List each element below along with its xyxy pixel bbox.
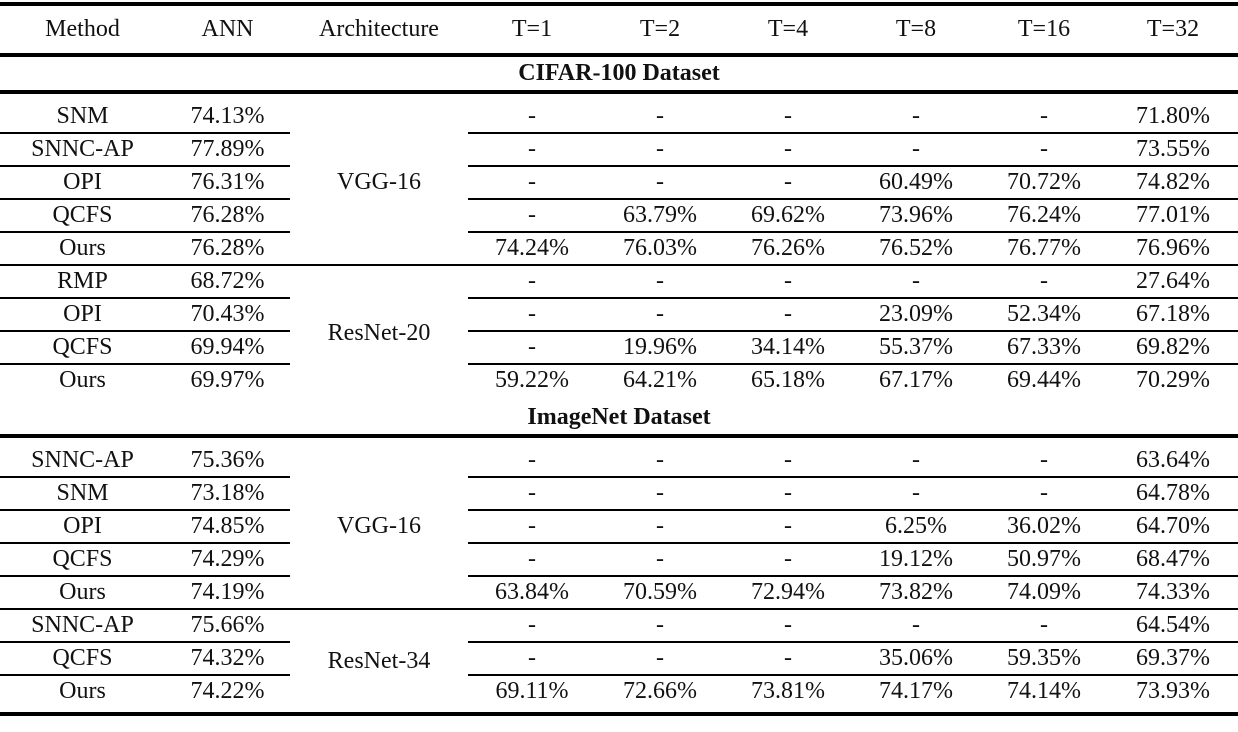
accuracy-t1-cell: - [468,477,596,510]
accuracy-t16-cell: 69.44% [980,364,1108,401]
column-header-t16: T=16 [1017,16,1071,42]
ann-accuracy-cell: 68.72% [165,265,290,298]
accuracy-t8-cell: - [912,447,920,473]
method-cell: RMP [0,265,165,298]
table-row [0,576,1238,609]
accuracy-t32-cell: 74.82% [1108,166,1238,199]
accuracy-t4-cell: - [724,609,852,642]
method-cell: Ours [0,232,165,265]
accuracy-t16-cell: 76.24% [980,199,1108,232]
table-row [0,331,1238,364]
accuracy-t2-cell: 76.03% [596,232,724,265]
architecture-cell: ResNet-34 [290,609,468,714]
ann-accuracy-cell: 69.94% [165,331,290,364]
accuracy-t1-cell: - [468,265,596,298]
accuracy-t32-cell: 69.37% [1108,642,1238,675]
accuracy-t1-cell: 59.22% [468,364,596,401]
table-row [0,133,1238,166]
accuracy-t1-cell: 63.84% [468,576,596,609]
ann-accuracy-cell: 76.28% [165,199,290,232]
table-row [0,232,1238,265]
accuracy-t32-cell: 27.64% [1108,265,1238,298]
accuracy-t16-cell: 59.35% [980,642,1108,675]
accuracy-t2-cell: 63.79% [596,199,724,232]
table-row [0,436,1238,477]
method-cell: OPI [0,166,165,199]
table-row [0,92,1238,133]
accuracy-t4-cell: 34.14% [724,331,852,364]
accuracy-t4-cell: - [784,447,792,473]
ann-accuracy-cell: 74.29% [165,543,290,576]
accuracy-t2-cell: 19.96% [596,331,724,364]
accuracy-t1-cell: - [468,510,596,543]
accuracy-t8-cell: 73.96% [852,199,980,232]
method-cell: SNNC-AP [0,133,165,166]
accuracy-t32-cell: 68.47% [1108,543,1238,576]
column-header-t1: T=1 [511,16,553,42]
section-title: CIFAR-100 Dataset [518,60,720,86]
accuracy-t4-cell: 76.26% [724,232,852,265]
accuracy-t8-cell: 73.82% [852,576,980,609]
accuracy-t8-cell: 76.52% [852,232,980,265]
table-row [0,642,1238,675]
method-cell: OPI [0,298,165,331]
accuracy-t32-cell: 64.70% [1108,510,1238,543]
accuracy-t8-cell: - [852,265,980,298]
accuracy-t4-cell: - [724,642,852,675]
accuracy-t2-cell: 72.66% [596,675,724,714]
accuracy-t32-cell: 73.93% [1108,675,1238,714]
accuracy-t16-cell: 76.77% [980,232,1108,265]
method-cell: SNM [0,477,165,510]
accuracy-t16-cell: - [1040,103,1048,129]
column-header-architecture: Architecture [319,16,439,42]
ann-accuracy-cell: 74.22% [165,675,290,714]
accuracy-t16-cell: 74.14% [980,675,1108,714]
table-row [0,166,1238,199]
accuracy-t1-cell: 74.24% [468,232,596,265]
accuracy-t32-cell: 63.64% [1136,447,1210,473]
accuracy-t8-cell: - [852,133,980,166]
ann-accuracy-cell: 75.36% [190,447,265,473]
accuracy-t2-cell: - [596,510,724,543]
accuracy-t4-cell: - [724,133,852,166]
table-row [0,298,1238,331]
ann-accuracy-cell: 74.19% [165,576,290,609]
accuracy-t2-cell: - [596,166,724,199]
accuracy-t16-cell: 70.72% [980,166,1108,199]
accuracy-t2-cell: 70.59% [596,576,724,609]
table-row [0,199,1238,232]
table-row [0,265,1238,298]
accuracy-t2-cell: - [656,447,664,473]
accuracy-t1-cell: 69.11% [468,675,596,714]
accuracy-t8-cell: 55.37% [852,331,980,364]
accuracy-t2-cell: 64.21% [596,364,724,401]
column-header-t2: T=2 [639,16,681,42]
accuracy-t32-cell: 73.55% [1108,133,1238,166]
method-cell: QCFS [0,331,165,364]
accuracy-t16-cell: 50.97% [980,543,1108,576]
accuracy-t1-cell: - [468,642,596,675]
accuracy-t32-cell: 71.80% [1136,103,1210,129]
table-row [0,609,1238,642]
accuracy-t4-cell: 73.81% [724,675,852,714]
ann-accuracy-cell: 73.18% [165,477,290,510]
accuracy-t8-cell: 35.06% [852,642,980,675]
table-row [0,364,1238,401]
accuracy-t2-cell: - [596,133,724,166]
ann-accuracy-cell: 69.97% [165,364,290,401]
accuracy-t8-cell: 67.17% [852,364,980,401]
column-header-t32: T=32 [1146,16,1200,42]
method-cell: QCFS [0,642,165,675]
accuracy-t8-cell: - [852,609,980,642]
accuracy-t1-cell: - [468,331,596,364]
accuracy-t8-cell: 60.49% [852,166,980,199]
accuracy-t16-cell: - [980,477,1108,510]
accuracy-t32-cell: 76.96% [1108,232,1238,265]
accuracy-t4-cell: - [724,298,852,331]
ann-accuracy-cell: 76.28% [165,232,290,265]
accuracy-t4-cell: - [724,166,852,199]
architecture-cell: VGG-16 [337,169,421,195]
method-cell: Ours [0,364,165,401]
accuracy-t16-cell: - [980,609,1108,642]
accuracy-t1-cell: - [528,103,536,129]
accuracy-t2-cell: - [596,298,724,331]
architecture-cell: VGG-16 [337,513,421,539]
accuracy-t16-cell: 74.09% [980,576,1108,609]
accuracy-t1-cell: - [468,543,596,576]
accuracy-t4-cell: - [724,510,852,543]
results-table [0,2,1238,716]
accuracy-t2-cell: - [596,265,724,298]
accuracy-t1-cell: - [468,199,596,232]
method-cell: QCFS [0,543,165,576]
accuracy-t16-cell: - [980,265,1108,298]
accuracy-t2-cell: - [596,642,724,675]
accuracy-t32-cell: 69.82% [1108,331,1238,364]
section-header-row [0,401,1238,436]
accuracy-t8-cell: - [912,103,920,129]
accuracy-t8-cell: 19.12% [852,543,980,576]
ann-accuracy-cell: 70.43% [165,298,290,331]
column-header-t8: T=8 [895,16,937,42]
accuracy-t1-cell: - [468,166,596,199]
method-cell: SNNC-AP [31,447,134,473]
method-cell: Ours [0,675,165,714]
accuracy-t32-cell: 70.29% [1108,364,1238,401]
column-header-ann: ANN [201,16,254,42]
accuracy-t16-cell: - [1040,447,1048,473]
accuracy-t16-cell: 52.34% [980,298,1108,331]
accuracy-t4-cell: - [724,477,852,510]
accuracy-t2-cell: - [596,609,724,642]
method-cell: SNNC-AP [0,609,165,642]
accuracy-t4-cell: 69.62% [724,199,852,232]
accuracy-t32-cell: 67.18% [1108,298,1238,331]
table-row [0,675,1238,714]
accuracy-t4-cell: - [724,543,852,576]
method-cell: Ours [0,576,165,609]
accuracy-t2-cell: - [596,543,724,576]
accuracy-t2-cell: - [596,477,724,510]
ann-accuracy-cell: 76.31% [165,166,290,199]
accuracy-t32-cell: 64.78% [1108,477,1238,510]
ann-accuracy-cell: 77.89% [165,133,290,166]
accuracy-t1-cell: - [468,609,596,642]
accuracy-t4-cell: 72.94% [724,576,852,609]
accuracy-t1-cell: - [468,298,596,331]
header-row [0,4,1238,55]
accuracy-t32-cell: 64.54% [1108,609,1238,642]
accuracy-t4-cell: - [724,265,852,298]
accuracy-t1-cell: - [468,133,596,166]
table-row [0,477,1238,510]
table-row [0,510,1238,543]
accuracy-t1-cell: - [528,447,536,473]
accuracy-t16-cell: 67.33% [980,331,1108,364]
ann-accuracy-cell: 74.85% [165,510,290,543]
ann-accuracy-cell: 75.66% [165,609,290,642]
accuracy-t8-cell: - [852,477,980,510]
method-cell: SNM [56,103,109,129]
accuracy-t16-cell: - [980,133,1108,166]
column-header-t4: T=4 [767,16,809,42]
ann-accuracy-cell: 74.32% [165,642,290,675]
accuracy-t4-cell: - [784,103,792,129]
accuracy-t8-cell: 74.17% [852,675,980,714]
column-header-method: Method [45,16,120,42]
ann-accuracy-cell: 74.13% [190,103,265,129]
accuracy-t8-cell: 6.25% [852,510,980,543]
accuracy-t2-cell: - [656,103,664,129]
accuracy-t8-cell: 23.09% [852,298,980,331]
section-title: ImageNet Dataset [527,404,711,430]
accuracy-t32-cell: 74.33% [1108,576,1238,609]
architecture-cell: ResNet-20 [290,265,468,401]
method-cell: QCFS [0,199,165,232]
method-cell: OPI [0,510,165,543]
accuracy-t16-cell: 36.02% [980,510,1108,543]
table-row [0,543,1238,576]
section-header-row [0,55,1238,92]
accuracy-t4-cell: 65.18% [724,364,852,401]
accuracy-t32-cell: 77.01% [1108,199,1238,232]
